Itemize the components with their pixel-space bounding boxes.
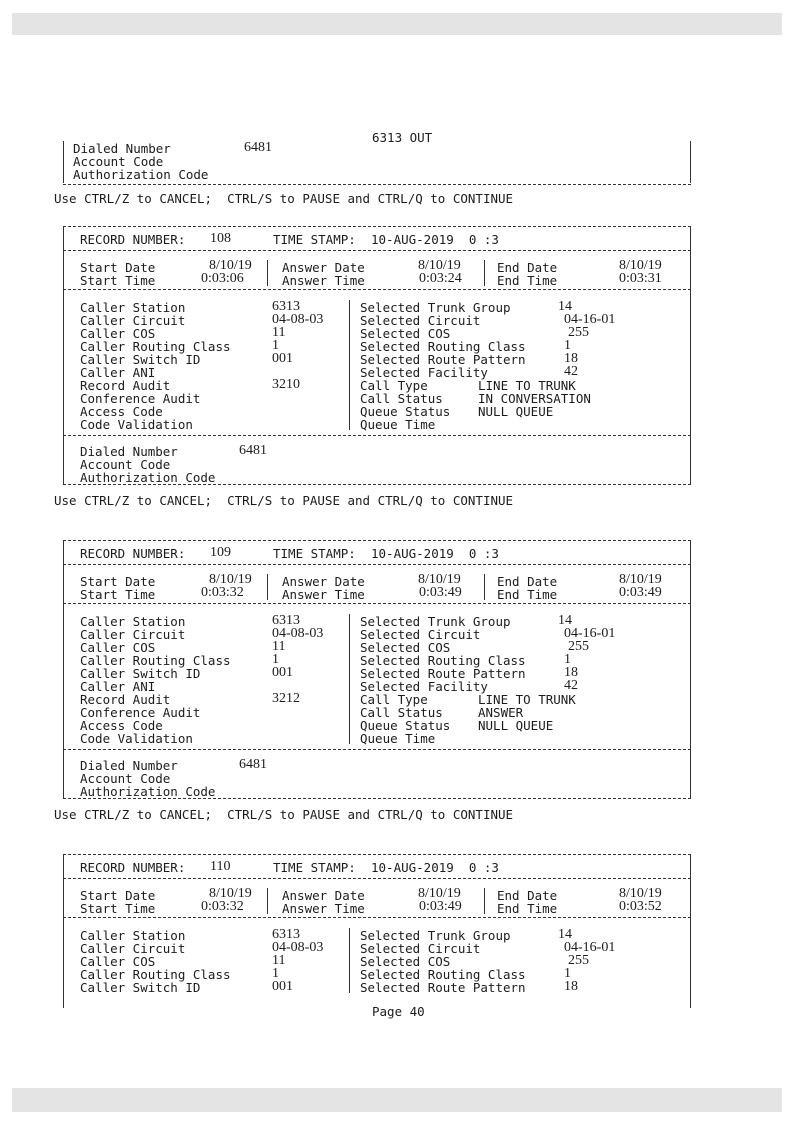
selected-route-pattern-value: 18 [564, 351, 578, 366]
table-border [63, 226, 64, 484]
selected-trunk-group-label: Selected Trunk Group [360, 928, 511, 943]
conference-audit-label: Conference Audit [80, 391, 201, 406]
record-audit-value: 3210 [272, 377, 300, 392]
end-date-label: End Date [497, 888, 558, 903]
table-border [267, 888, 268, 914]
answer-date-value: 8/10/19 [418, 572, 461, 587]
time-stamp-value: 10-AUG-2019 0 :3 [371, 860, 499, 875]
caller-station-label: Caller Station [80, 300, 186, 315]
selected-cos-value: 255 [568, 325, 589, 340]
selected-cos-value: 255 [568, 953, 589, 968]
caller-circuit-value: 04-08-03 [272, 940, 324, 955]
record-audit-value: 3212 [272, 691, 300, 706]
table-border [349, 928, 350, 993]
caller-cos-value: 11 [272, 639, 286, 654]
record-number-value: 109 [210, 545, 231, 560]
scan-shadow-bottom [12, 1088, 782, 1112]
end-time-label: End Time [497, 901, 558, 916]
end-date-label: End Date [497, 260, 558, 275]
selected-trunk-group-value: 14 [558, 299, 572, 314]
queue-status-value: NULL QUEUE [478, 404, 554, 419]
start-date-value: 8/10/19 [209, 886, 252, 901]
answer-time-label: Answer Time [282, 901, 365, 916]
start-time-value: 0:03:32 [201, 585, 244, 600]
scan-shadow-top [12, 13, 782, 35]
table-border [690, 540, 691, 798]
caller-circuit-label: Caller Circuit [80, 627, 186, 642]
notice-text: Use CTRL/Z to CANCEL; CTRL/S to PAUSE and CTRL/Q to CONTINUE [54, 807, 514, 822]
record-number-label: RECORD NUMBER: [80, 546, 186, 561]
caller-circuit-value: 04-08-03 [272, 312, 324, 327]
selected-facility-label: Selected Facility [360, 679, 488, 694]
queue-status-value: NULL QUEUE [478, 718, 554, 733]
account-code-label: Account Code [80, 457, 171, 472]
selected-circuit-value: 04-16-01 [564, 312, 616, 327]
page-footer: Page 40 [372, 1004, 425, 1019]
selected-facility-label: Selected Facility [360, 365, 488, 380]
selected-route-pattern-value: 18 [564, 665, 578, 680]
authorization-code-label: Authorization Code [80, 470, 216, 485]
dialed-number-value: 6481 [244, 140, 272, 155]
divider [63, 854, 691, 855]
caller-routing-class-value: 1 [272, 652, 279, 667]
time-stamp-label: TIME STAMP: [273, 546, 356, 561]
record-number-label: RECORD NUMBER: [80, 860, 186, 875]
call-status-value: ANSWER [478, 705, 524, 720]
end-time-label: End Time [497, 273, 558, 288]
table-border [349, 614, 350, 744]
end-date-value: 8/10/19 [619, 886, 662, 901]
record-number-value: 108 [210, 231, 231, 246]
table-border [690, 226, 691, 484]
answer-time-value: 0:03:49 [419, 899, 462, 914]
start-date-value: 8/10/19 [209, 258, 252, 273]
table-border [690, 141, 691, 183]
end-date-value: 8/10/19 [619, 258, 662, 273]
divider [63, 878, 691, 879]
end-time-value: 0:03:52 [619, 899, 662, 914]
caller-cos-label: Caller COS [80, 640, 156, 655]
divider [63, 798, 691, 799]
selected-cos-label: Selected COS [360, 640, 451, 655]
start-time-label: Start Time [80, 273, 156, 288]
table-border [267, 260, 268, 286]
end-time-value: 0:03:49 [619, 585, 662, 600]
caller-station-value: 6313 [272, 299, 300, 314]
selected-cos-label: Selected COS [360, 326, 451, 341]
page-title: 6313 OUT [372, 130, 433, 145]
caller-ani-label: Caller ANI [80, 365, 156, 380]
record-audit-label: Record Audit [80, 692, 171, 707]
access-code-label: Access Code [80, 404, 163, 419]
queue-time-label: Queue Time [360, 417, 436, 432]
selected-facility-value: 42 [564, 364, 578, 379]
end-time-value: 0:03:31 [619, 271, 662, 286]
record-audit-label: Record Audit [80, 378, 171, 393]
divider [63, 540, 691, 541]
end-date-value: 8/10/19 [619, 572, 662, 587]
record-number-value: 110 [210, 859, 231, 874]
selected-facility-value: 42 [564, 678, 578, 693]
selected-trunk-group-label: Selected Trunk Group [360, 300, 511, 315]
queue-time-label: Queue Time [360, 731, 436, 746]
divider [63, 226, 691, 227]
caller-ani-label: Caller ANI [80, 679, 156, 694]
caller-circuit-label: Caller Circuit [80, 313, 186, 328]
code-validation-label: Code Validation [80, 417, 193, 432]
divider [63, 250, 691, 251]
call-status-label: Call Status [360, 391, 443, 406]
selected-routing-class-label: Selected Routing Class [360, 967, 526, 982]
caller-switch-id-label: Caller Switch ID [80, 352, 201, 367]
answer-time-value: 0:03:49 [419, 585, 462, 600]
selected-route-pattern-value: 18 [564, 979, 578, 994]
answer-time-value: 0:03:24 [419, 271, 462, 286]
answer-date-value: 8/10/19 [418, 258, 461, 273]
caller-routing-class-value: 1 [272, 966, 279, 981]
dialed-number-value: 6481 [239, 443, 267, 458]
time-stamp-value: 10-AUG-2019 0 :3 [371, 546, 499, 561]
queue-status-label: Queue Status [360, 404, 451, 419]
dialed-number-label: Dialed Number [73, 141, 171, 156]
account-code-label: Account Code [73, 154, 164, 169]
start-time-label: Start Time [80, 901, 156, 916]
selected-route-pattern-label: Selected Route Pattern [360, 352, 526, 367]
call-type-value: LINE TO TRUNK [478, 692, 576, 707]
caller-routing-class-label: Caller Routing Class [80, 339, 231, 354]
answer-time-label: Answer Time [282, 273, 365, 288]
authorization-code-label: Authorization Code [80, 784, 216, 799]
start-date-label: Start Date [80, 260, 156, 275]
selected-trunk-group-label: Selected Trunk Group [360, 614, 511, 629]
call-type-label: Call Type [360, 692, 428, 707]
notice-text: Use CTRL/Z to CANCEL; CTRL/S to PAUSE and CTRL/Q to CONTINUE [54, 493, 514, 508]
selected-circuit-label: Selected Circuit [360, 941, 481, 956]
start-date-value: 8/10/19 [209, 572, 252, 587]
call-type-value: LINE TO TRUNK [478, 378, 576, 393]
caller-routing-class-label: Caller Routing Class [80, 653, 231, 668]
divider [63, 184, 691, 185]
caller-cos-label: Caller COS [80, 326, 156, 341]
caller-switch-id-value: 001 [272, 979, 293, 994]
divider [63, 564, 691, 565]
selected-cos-label: Selected COS [360, 954, 451, 969]
caller-circuit-value: 04-08-03 [272, 626, 324, 641]
conference-audit-label: Conference Audit [80, 705, 201, 720]
selected-trunk-group-value: 14 [558, 613, 572, 628]
answer-date-label: Answer Date [282, 574, 365, 589]
selected-cos-value: 255 [568, 639, 589, 654]
caller-routing-class-value: 1 [272, 338, 279, 353]
time-stamp-value: 10-AUG-2019 0 :3 [371, 232, 499, 247]
divider [63, 917, 691, 918]
caller-switch-id-label: Caller Switch ID [80, 980, 201, 995]
divider [63, 435, 691, 436]
record-number-label: RECORD NUMBER: [80, 232, 186, 247]
selected-circuit-label: Selected Circuit [360, 313, 481, 328]
caller-circuit-label: Caller Circuit [80, 941, 186, 956]
answer-date-value: 8/10/19 [418, 886, 461, 901]
selected-circuit-label: Selected Circuit [360, 627, 481, 642]
table-border [63, 141, 64, 183]
caller-switch-id-label: Caller Switch ID [80, 666, 201, 681]
caller-cos-value: 11 [272, 325, 286, 340]
caller-station-value: 6313 [272, 927, 300, 942]
table-border [484, 888, 485, 914]
access-code-label: Access Code [80, 718, 163, 733]
caller-routing-class-label: Caller Routing Class [80, 967, 231, 982]
selected-route-pattern-label: Selected Route Pattern [360, 666, 526, 681]
dialed-number-value: 6481 [239, 757, 267, 772]
call-type-label: Call Type [360, 378, 428, 393]
caller-station-value: 6313 [272, 613, 300, 628]
answer-date-label: Answer Date [282, 260, 365, 275]
table-border [484, 574, 485, 600]
caller-cos-label: Caller COS [80, 954, 156, 969]
selected-trunk-group-value: 14 [558, 927, 572, 942]
queue-status-label: Queue Status [360, 718, 451, 733]
time-stamp-label: TIME STAMP: [273, 232, 356, 247]
answer-date-label: Answer Date [282, 888, 365, 903]
end-date-label: End Date [497, 574, 558, 589]
answer-time-label: Answer Time [282, 587, 365, 602]
divider [63, 603, 691, 604]
table-border [349, 300, 350, 430]
caller-switch-id-value: 001 [272, 351, 293, 366]
divider [63, 484, 691, 485]
dialed-number-label: Dialed Number [80, 444, 178, 459]
start-date-label: Start Date [80, 888, 156, 903]
time-stamp-label: TIME STAMP: [273, 860, 356, 875]
selected-circuit-value: 04-16-01 [564, 626, 616, 641]
start-time-label: Start Time [80, 587, 156, 602]
authorization-code-label: Authorization Code [73, 167, 209, 182]
selected-route-pattern-label: Selected Route Pattern [360, 980, 526, 995]
code-validation-label: Code Validation [80, 731, 193, 746]
divider [63, 749, 691, 750]
selected-routing-class-value: 1 [564, 338, 571, 353]
notice-text: Use CTRL/Z to CANCEL; CTRL/S to PAUSE and CTRL/Q to CONTINUE [54, 191, 514, 206]
start-date-label: Start Date [80, 574, 156, 589]
caller-cos-value: 11 [272, 953, 286, 968]
caller-station-label: Caller Station [80, 928, 186, 943]
table-border [484, 260, 485, 286]
selected-routing-class-label: Selected Routing Class [360, 339, 526, 354]
selected-routing-class-value: 1 [564, 966, 571, 981]
account-code-label: Account Code [80, 771, 171, 786]
table-border [267, 574, 268, 600]
end-time-label: End Time [497, 587, 558, 602]
selected-circuit-value: 04-16-01 [564, 940, 616, 955]
table-border [63, 540, 64, 798]
call-status-value: IN CONVERSATION [478, 391, 591, 406]
caller-station-label: Caller Station [80, 614, 186, 629]
dialed-number-label: Dialed Number [80, 758, 178, 773]
start-time-value: 0:03:06 [201, 271, 244, 286]
caller-switch-id-value: 001 [272, 665, 293, 680]
selected-routing-class-value: 1 [564, 652, 571, 667]
call-status-label: Call Status [360, 705, 443, 720]
divider [63, 289, 691, 290]
start-time-value: 0:03:32 [201, 899, 244, 914]
selected-routing-class-label: Selected Routing Class [360, 653, 526, 668]
